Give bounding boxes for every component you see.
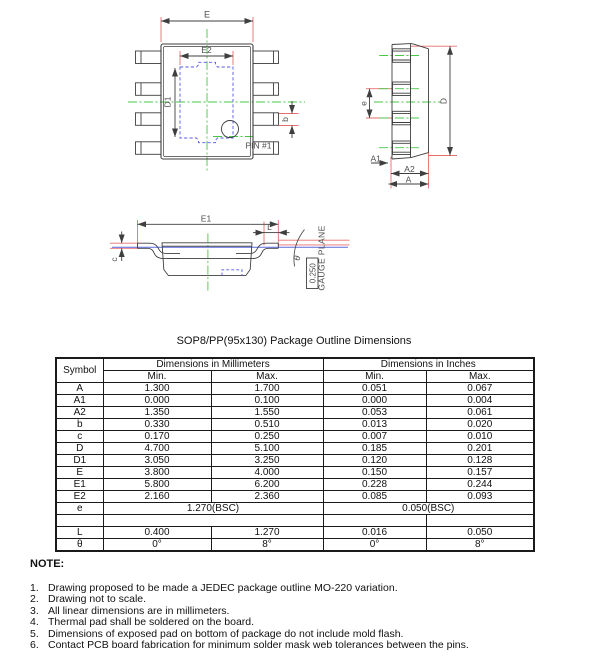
table-row [56,419,534,431]
cell-symbol: A [56,383,103,395]
pins-right [253,51,279,154]
note-number: 4. [30,616,39,629]
cell-mm-min: 0° [103,539,211,552]
cell-mm-min: 5.800 [103,479,211,491]
cell-symbol: D1 [56,455,103,467]
note-text: All linear dimensions are in millimeters. [48,604,230,617]
cell-symbol: E1 [56,479,103,491]
cell-mm-min: 1.300 [103,383,211,395]
note-text: Contact PCB board fabrication for minimum solder mask web tolerances between the pins. [48,639,469,652]
header-mm-min: Min. [103,371,211,383]
cell-mm-min: 4.700 [103,443,211,455]
cell-in-min: 0.053 [323,407,426,419]
header-mm-group: Dimensions in Millimeters [103,358,323,371]
cell-in-min: 0.120 [323,455,426,467]
cell-in-max: 0.128 [426,455,534,467]
note-item [30,617,592,628]
pin1-label: PIN #1 [245,140,272,151]
table-row [56,527,534,539]
cell-in-max [426,515,534,527]
header-mm-max: Max. [211,371,323,383]
cell-symbol: E [56,467,103,479]
cell-in-min: 0.016 [323,527,426,539]
exposed-pad-outline [180,62,233,142]
cell-mm-max: 1.700 [211,383,323,395]
gauge-offset-value: 0.250 [308,263,318,284]
notes-section [30,558,592,651]
cell-symbol: θ [56,539,103,552]
header-symbol: Symbol [56,358,103,383]
cell-in-min: 0.085 [323,491,426,503]
cell-in-max: 0.010 [426,431,534,443]
table-row [56,539,534,552]
page-title: SOP8/PP(95x130) Package Outline Dimensions [176,335,412,347]
dim-label-e: e [358,101,369,106]
cell-symbol [56,515,103,527]
pin1-indicator-circle [222,121,239,138]
cell-mm-min: 0.000 [103,395,211,407]
dim-label-L: L [267,222,272,232]
cell-in-max: 0.093 [426,491,534,503]
note-number: 5. [30,627,39,640]
dim-label-E: E [203,9,211,20]
dim-label-theta: θ [291,253,303,263]
cell-mm-max: 8° [211,539,323,552]
note-number: 3. [30,604,39,617]
cell-in-max: 0.157 [426,467,534,479]
table-row [56,479,534,491]
table-row-spacer [56,515,534,527]
cell-mm-max: 0.510 [211,419,323,431]
cell-symbol: b [56,419,103,431]
cell-in-min: 0.000 [323,395,426,407]
dimensions-table [55,357,535,552]
dim-label-A1: A1 [370,153,381,164]
side-view-drawing [359,44,458,189]
cell-symbol: A2 [56,407,103,419]
cell-mm-max: 5.100 [211,443,323,455]
cell-symbol: D [56,443,103,455]
dim-label-A: A [405,174,412,185]
package-outline-drawing [0,0,602,330]
cell-in-min: 0.007 [323,431,426,443]
dim-label-A2: A2 [404,163,415,174]
cell-in-max: 0.050 [426,527,534,539]
cell-mm-max: 2.360 [211,491,323,503]
cell-in-min: 0.185 [323,443,426,455]
cell-in-min: 0.150 [323,467,426,479]
front-view-drawing [109,214,350,292]
header-in-group: Dimensions in Inches [323,358,534,371]
table-row [56,455,534,467]
cell-mm-min: 0.330 [103,419,211,431]
cell-mm-min: 1.350 [103,407,211,419]
cell-in-max: 0.244 [426,479,534,491]
cell-symbol: E2 [56,491,103,503]
table-header-groups [56,358,534,371]
cell-symbol: c [56,431,103,443]
cell-mm-min: 2.160 [103,491,211,503]
cell-in-min [323,515,426,527]
cell-mm-max: 6.200 [211,479,323,491]
table-header-minmax [56,371,534,383]
dim-label-D: D [438,97,449,105]
note-item [30,640,592,651]
header-in-max: Max. [426,371,534,383]
cell-mm-max: 0.100 [211,395,323,407]
gauge-plane-label: GAUGE PLANE [316,225,327,291]
table-row-pitch [56,503,534,515]
cell-mm-max: 1.550 [211,407,323,419]
cell-in-min: 0.051 [323,383,426,395]
dim-label-c: c [109,257,119,262]
note-number: 2. [30,593,39,606]
dim-label-D1: D1 [162,96,173,108]
table-row [56,395,534,407]
pins-left [136,51,162,154]
dim-label-E2: E2 [201,45,212,55]
table-row [56,491,534,503]
cell-mm-max: 4.000 [211,467,323,479]
note-number: 1. [30,582,39,594]
cell-mm-min: 0.170 [103,431,211,443]
note-text: Drawing not to scale. [48,593,147,606]
cell-mm-min: 3.050 [103,455,211,467]
cell-mm-empty [103,515,323,527]
cell-mm-bsc: 1.270(BSC) [103,503,323,515]
table-row [56,431,534,443]
cell-mm-min: 0.400 [103,527,211,539]
cell-in-min: 0° [323,539,426,552]
cell-mm-max: 3.250 [211,455,323,467]
cell-in-max: 0.020 [426,419,534,431]
dim-label-b: b [280,117,290,122]
note-text: Dimensions of exposed pad on bottom of package do not include mold flash. [48,627,404,640]
note-number: 6. [30,639,39,652]
cell-in-bsc: 0.050(BSC) [323,503,534,515]
table-row [56,407,534,419]
cell-in-min: 0.013 [323,419,426,431]
header-in-min: Min. [323,371,426,383]
top-view-drawing [128,10,305,174]
cell-in-min: 0.228 [323,479,426,491]
cell-in-max: 0.201 [426,443,534,455]
cell-mm-min: 3.800 [103,467,211,479]
cell-in-max: 0.067 [426,383,534,395]
note-text: Drawing proposed to be made a JEDEC package outline MO-220 variation. [48,582,398,594]
note-text: Thermal pad shall be soldered on the board. [48,616,255,629]
cell-symbol: e [56,503,103,515]
exposed-pad-edge [222,270,242,276]
cell-in-max: 0.061 [426,407,534,419]
dim-label-E1: E1 [200,213,212,224]
cell-mm-max: 1.270 [211,527,323,539]
table-row [56,443,534,455]
table-row [56,467,534,479]
cell-in-max: 0.004 [426,395,534,407]
cell-symbol: L [56,527,103,539]
table-row [56,383,534,395]
cell-symbol: A1 [56,395,103,407]
notes-heading: NOTE: [30,558,65,570]
cell-mm-max: 0.250 [211,431,323,443]
cell-in-max: 8° [426,539,534,552]
